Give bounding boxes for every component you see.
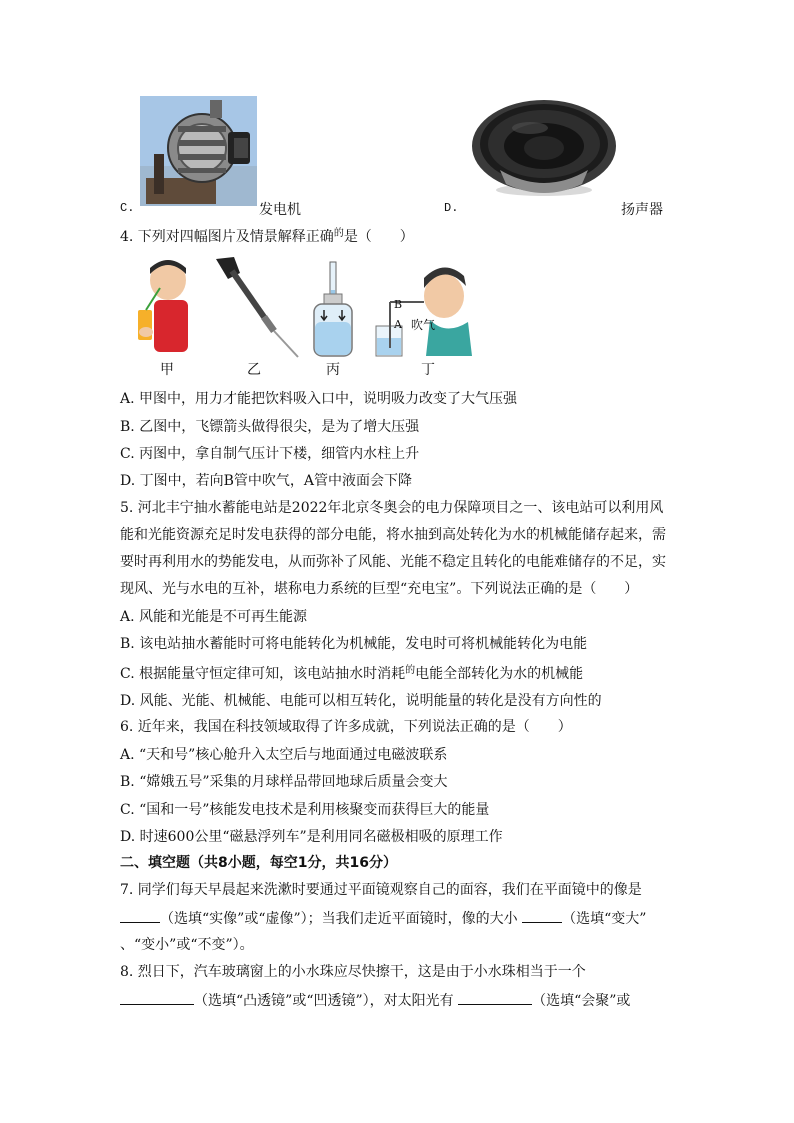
- q8-blank-1[interactable]: [120, 990, 194, 1005]
- section-2-title: 二、填空题（共8小题，每空1分，共16分）: [120, 855, 397, 871]
- fig-label-b: B: [394, 298, 403, 311]
- q5-option-c-end: 电能全部转化为水的机械能: [415, 666, 584, 682]
- option-d-text: 扬声器: [621, 202, 663, 218]
- q8-blank-2[interactable]: [458, 990, 532, 1005]
- q7-blank-2[interactable]: [522, 908, 562, 923]
- figure-yi-dart: [214, 255, 300, 359]
- q5-line-1: 5. 河北丰宁抽水蓄能电站是2022年北京冬奥会的电力保障项目之一、该电站可以利用风: [120, 500, 664, 516]
- fig-label-blow: 吹气: [411, 318, 436, 332]
- option-d-label: D.: [444, 201, 459, 215]
- q4-option-a: A. 甲图中，用力才能把饮料吸入口中，说明吸力改变了大气压强: [120, 391, 518, 407]
- q4-stem: [120, 227, 414, 249]
- q7-blank-1[interactable]: [120, 908, 160, 923]
- q5-line-2: 能和光能资源充足时发电获得的部分电能，将水抽到高处转化为水的机械能储存起来，需: [120, 527, 666, 543]
- q5-line-4: 现风、光与水电的互补，堪称电力系统的巨型“充电宝”。下列说法正确的是（ ）: [120, 581, 639, 597]
- q7-line-1: 7. 同学们每天早晨起来洗漱时要通过平面镜观察自己的面容，我们在平面镜中的像是: [120, 882, 642, 898]
- option-c-label: C.: [120, 201, 135, 215]
- q5-line-3: 要时再利用水的势能发电，从而弥补了风能、光能不稳定且转化的电能难储存的不足，实: [120, 554, 666, 570]
- q6-option-c: C. “国和一号”核能发电技术是利用核聚变而获得巨大的能量: [120, 802, 490, 818]
- q5-option-b: B. 该电站抽水蓄能时可将电能转化为机械能，发电时可将机械能转化为电能: [120, 636, 588, 652]
- q5-option-c-text: C. 根据能量守恒定律可知，该电站抽水时消耗: [120, 666, 406, 682]
- q5-option-c: [120, 664, 583, 686]
- q8-line-2-text-b: （选填“会聚”或: [532, 993, 631, 1009]
- q8-line-2: [120, 990, 630, 1011]
- generator-image: [140, 96, 257, 206]
- q7-line-2-text-a: （选填“实像”或“虚像”）；当我们走近平面镜时，像的大小: [160, 911, 518, 927]
- figure-jia-boy-drinking: [134, 258, 196, 356]
- q6-stem: 6. 近年来，我国在科技领域取得了许多成就，下列说法正确的是（ ）: [120, 719, 572, 735]
- q4-option-d: D. 丁图中，若向B管中吹气，A管中液面会下降: [120, 473, 413, 489]
- q7-line-2: [120, 908, 646, 929]
- q6-option-d: D. 时速600公里“磁悬浮列车”是利用同名磁极相吸的原理工作: [120, 829, 503, 845]
- q7-line-2-text-b: （选填“变大”: [562, 911, 647, 927]
- q8-line-2-text-a: （选填“凸透镜”或“凹透镜”），对太阳光有: [194, 993, 454, 1009]
- q6-option-a: A. “天和号”核心舱升入太空后与地面通过电磁波联系: [120, 747, 448, 763]
- fig-label-a: A: [394, 318, 402, 331]
- q4-stem-text: 4. 下列对四幅图片及情景解释正确: [120, 229, 334, 245]
- q6-option-b: B. “嫦娥五号”采集的月球样品带回地球后质量会变大: [120, 774, 448, 790]
- q4-option-b: B. 乙图中，飞镖箭头做得很尖，是为了增大压强: [120, 419, 420, 435]
- q8-line-1: 8. 烈日下，汽车玻璃窗上的小水珠应尽快擦干，这是由于小水珠相当于一个: [120, 964, 586, 980]
- q4-stem-end: 是（ ）: [343, 229, 414, 245]
- option-c-text: 发电机: [259, 202, 301, 218]
- caption-yi: 乙: [247, 362, 261, 378]
- figure-ding-blowing: [372, 262, 476, 358]
- q7-line-3: 、“变小”或“不变”）。: [120, 937, 254, 953]
- q5-option-a: A. 风能和光能是不可再生能源: [120, 609, 308, 625]
- q4-stem-sup: 的: [333, 228, 344, 239]
- q5-option-d: D. 风能、光能、机械能、电能可以相互转化，说明能量的转化是没有方向性的: [120, 693, 602, 709]
- speaker-image: [470, 98, 618, 198]
- q5-option-c-sup: 的: [405, 665, 416, 676]
- caption-bing: 丙: [326, 362, 340, 378]
- caption-ding: 丁: [421, 362, 435, 378]
- caption-jia: 甲: [160, 362, 174, 378]
- q4-option-c: C. 丙图中，拿自制气压计下楼，细管内水柱上升: [120, 446, 420, 462]
- figure-bing-barometer: [310, 260, 356, 358]
